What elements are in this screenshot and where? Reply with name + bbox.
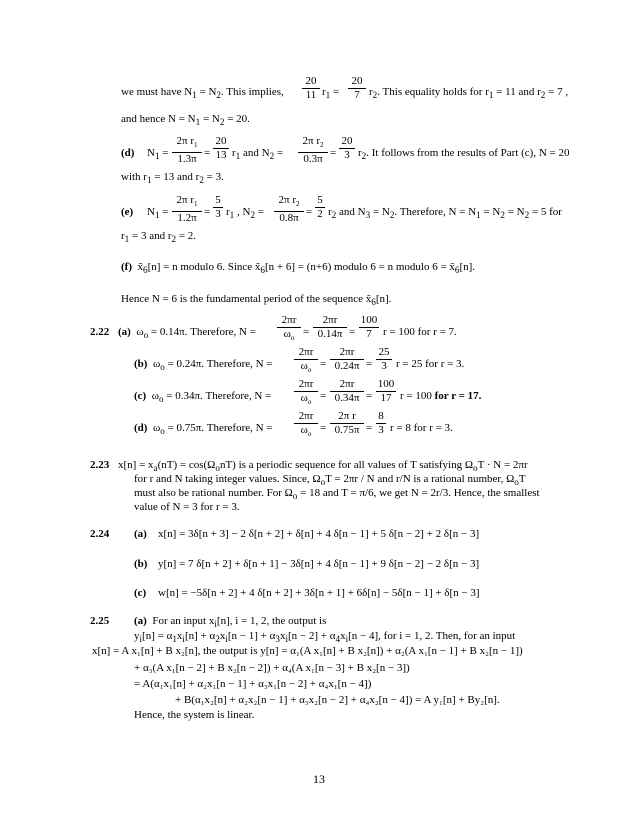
p222-b-frac3: 25 3 [376, 346, 392, 373]
problem-2-25-number: 2.25 [90, 615, 110, 627]
p224-b-eq: y[n] = 7 δ[n + 2] + δ[n + 1] − 3δ[n] + 4 δ[n − 1] + 9 δ[n − 2] − 2 δ[n − 3] [158, 558, 480, 570]
p224-a-label: (a) [134, 528, 147, 540]
p222-d-frac1: 2πr $\omega_o$ [294, 410, 318, 441]
p222-a-frac3: 100 7 [360, 314, 378, 340]
p222-c-frac3: 100 17 [377, 378, 395, 404]
text-equality-holds: $r_2$. This equality holds for $r_1 = 11$ and $r_2 = 7$ , [369, 86, 569, 101]
part-d-frac1: 2π $r_1$ 1.3π [172, 135, 202, 166]
equals-sign: = [204, 147, 211, 159]
p222-d-frac3: 8 3 [376, 410, 386, 437]
part-d-conclusion: $r_2$. It follows from the results of Part (c), N = 20 [358, 147, 570, 162]
part-e-frac1: 2π $r_1$ 1.2π [172, 194, 202, 225]
equals-sign: = [366, 422, 373, 434]
p225-line7: Hence, the system is linear. [134, 709, 255, 721]
equals-sign: = [349, 326, 356, 338]
part-d-label: (d) [121, 147, 135, 159]
p222-d-tail: r = 8 for r = 3. [390, 422, 453, 434]
fraction-20-11: 20 11 [302, 75, 320, 102]
p222-b-line: (b) $\omega_o = 0.24\pi$. Therefore, N = [134, 358, 273, 373]
p222-c-frac2: 2πr 0.34π [330, 378, 364, 405]
problem-2-24-number: 2.24 [90, 528, 110, 540]
p224-b-label: (b) [134, 558, 148, 570]
part-e-frac2: 5 3 [213, 194, 223, 221]
part-d-n1: $N_1$ = [147, 147, 169, 162]
equals-sign: = [306, 206, 313, 218]
part-d-frac4: 20 3 [339, 135, 355, 162]
p225-line4: + α₃(A x₁[n − 2] + B x₂[n − 2]) + α₄(A x₁[n − 3] + B x₂[n − 3]) [134, 662, 410, 674]
p224-a-eq: x[n] = 3δ[n + 3] − 2 δ[n + 2] + δ[n] + 4 δ[n − 1] + 5 δ[n − 2] + 2 δ[n − 3] [158, 528, 480, 540]
fraction-20-7: 20 7 [348, 75, 366, 102]
p225-line6: + B(α₁x₂[n] + α₂x₂[n − 1] + α₃x₂[n − 2] + α₄x₂[n − 4]) = A y₁[n] + By₂[n]. [175, 694, 500, 706]
p225-line3: x[n] = A x₁[n] + B x₂[n], the output is y[n] = α₁(A x₁[n] + B x₂[n]) + α₂(A x₁[n − 1] + B x₂[n − 1]) [92, 645, 523, 657]
part-d-frac3: 2π $r_2$ 0.3π [298, 135, 328, 166]
p222-d-frac2: 2π r 0.75π [330, 410, 364, 437]
page-number: 13 [313, 772, 325, 786]
p222-c-frac1: 2πr $\omega_o$ [294, 378, 318, 409]
p222-c-tail: r = 100 for r = 17. [400, 390, 482, 402]
part-e-conclusion: $r_2$ and $N_3 = N_2$. Therefore, $N = N_1 = N_2 = N_2 = 5$ for [328, 206, 562, 221]
p225-line2: $y_i[n] = \alpha_1x_i[n] + \alpha_2x_i[n - 1] + \alpha_3x_i[n - 2] + \alpha_4x_i[n - 4]$, for i = 1, 2. Then, for an input [134, 630, 516, 645]
equals-sign: = [303, 326, 310, 338]
p224-c-label: (c) [134, 587, 147, 599]
p224-c-eq: w[n] = −5δ[n + 2] + 4 δ[n + 2] + 3δ[n + 1] + 6δ[n] − 5δ[n − 1] + δ[n − 3] [158, 587, 480, 599]
equals-sign: = [366, 390, 373, 402]
part-f-line: (f) $x̃_6[n] = n$ modulo 6. Since $x̃_6[n + 6] = (n+6)$ modulo 6 = n modulo $6 = x̃_6[n]$. [121, 261, 476, 276]
p222-a-tail: r = 100 for r = 7. [383, 326, 457, 338]
part-e-n1: $N_1$ = [147, 206, 169, 221]
p222-a-line: (a) $\omega_o = 0.14\pi$. Therefore, N = [118, 326, 256, 341]
p225-line1: (a) For an input $x_i[n]$, i = 1, 2, the output is [134, 615, 327, 630]
text-line-must-have: we must have $N_1 = N_2$. This implies, [121, 86, 284, 101]
p222-b-frac2: 2πr 0.24π [330, 346, 364, 373]
part-f-hence: Hence N = 6 is the fundamental period of the sequence $x̃_6[n]$. [121, 293, 392, 308]
p223-line1: $x[n] = x_a(nT) = \cos(\Omega_onT)$ is a periodic sequence for all values of T satisfying $\Omega_oT \cdot N = 2\pi r$ [118, 459, 528, 474]
equals-sign: = [320, 422, 327, 434]
part-d-frac2: 20 13 [213, 135, 229, 162]
equals-sign: = [320, 358, 327, 370]
part-e-r-line: $r_1 = 3$ and $r_2 = 2$. [121, 230, 197, 245]
problem-2-23-number: 2.23 [90, 459, 110, 471]
p225-line5: = A(α₁x₁[n] + α₂x₁[n − 1] + α₃x₁[n − 2] + α₄x₁[n − 4]) [134, 678, 372, 690]
p223-line3: must also be rational number. For $\Omega_o = 18$ and T = π/6, we get N = 2r/3. Hence, the smallest [134, 487, 540, 502]
part-e-text-n2: $r_1$ , $N_2$ = [226, 206, 264, 221]
text-line-hence-n: and hence $N = N_1 = N_2 = 20$. [121, 113, 250, 128]
p222-a-frac2: 2πr 0.14π [313, 314, 347, 341]
part-e-frac3: 2π $r_2$ 0.8π [274, 194, 304, 225]
p223-line2: for r and N taking integer values. Since, $\Omega_oT = 2\pi r / N$ and r/N is a rational number, $\Omega_oT$ [134, 473, 526, 488]
part-e-label: (e) [121, 206, 134, 218]
part-e-frac4: 5 2 [315, 194, 325, 221]
text-r1-eq: $r_1$ = [322, 86, 340, 101]
p222-d-line: (d) $\omega_o = 0.75\pi$. Therefore, N = [134, 422, 273, 437]
equals-sign: = [330, 147, 337, 159]
p222-c-line: (c) $\omega_o = 0.34\pi$. Therefore, N = [134, 390, 272, 405]
problem-2-22-number: 2.22 [90, 326, 110, 338]
p223-line4: value of N = 3 for r = 3. [134, 501, 240, 513]
p222-a-frac1: 2πr $\omega_o$ [277, 314, 301, 345]
p222-b-tail: r = 25 for r = 3. [396, 358, 465, 370]
part-d-with-line: with $r_1 = 13$ and $r_2 = 3$. [121, 171, 224, 186]
equals-sign: = [204, 206, 211, 218]
p222-b-frac1: 2πr $\omega_o$ [294, 346, 318, 377]
part-d-text-and-n2: $r_1$ and $N_2$ = [232, 147, 284, 162]
equals-sign: = [366, 358, 373, 370]
equals-sign: = [320, 390, 327, 402]
